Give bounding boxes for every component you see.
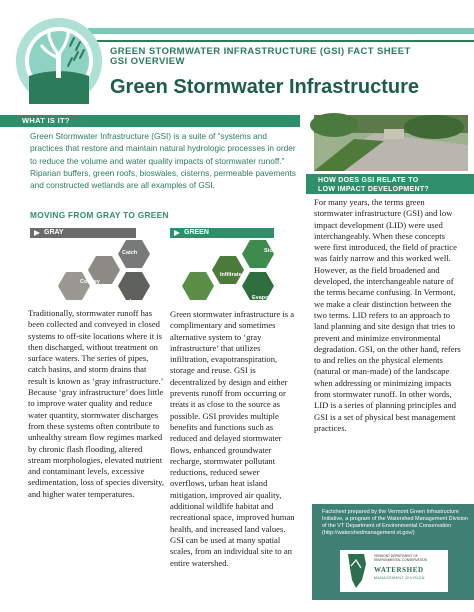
bioswale-photo [314,115,468,171]
vermont-map-icon [342,550,372,592]
management-division-text: MANAGEMENT DIVISION [374,576,425,580]
what-is-it-heading: WHAT IS IT? [0,115,300,127]
evapotranspire-label: Evapotranspire [252,295,293,301]
overview-kicker: GSI OVERVIEW [110,56,185,67]
catch-label: Catch [122,250,138,256]
discharge-label: Discharge [118,299,145,305]
convey-label: Convey [80,279,100,285]
gray-tag: GRAY [30,228,136,238]
fact-sheet-kicker: GREEN STORMWATER INFRASTRUCTURE (GSI) FACT SHEET [110,46,411,57]
green-tag: GREEN [170,228,274,238]
gsi-lid-text: For many years, the terms green stormwater infrastructure (GSI) and low impact development (LID) were used interchangeably. When these concepts were first introduced, the field of practice was fairly narrow and this worked well. However, as the field broadened and developed, the interchangeable nature of the terms became confusing. In Vermont, we make a clear distinction between the two terms. LID refers to an approach to land planning and site design that tries to prevent and minimize environmental degradation. GSI, on the other hand, refers to and relies on the physical elements (natural or man-made) of the landscape when addressing or minimizing impacts from stormwater runoff. In other words, LID is a series of planning principles and GSI is a set of physical best management practices. [314,197,461,433]
hex-discharge [118,272,150,300]
credit-text: Factsheet prepared by the Vermont Green Infrastructure Initiative, a program of the Watershed Management Division of the VT Department of Environmental Conservation (http://watershedmanagement.vt.gov/) [322,509,468,536]
vt-dec-text: VERMONT DEPARTMENT OF ENVIRONMENTAL CONSERVATION [374,554,427,562]
watershed-text: WATERSHED [374,566,424,574]
gray-green-hex-diagram [30,238,308,308]
gsi-logo [16,18,102,104]
infiltrate-label: Infiltrate [220,272,242,278]
header-accent-bar [88,28,474,34]
hex-green-extra [182,272,214,300]
relate-heading: HOW DOES GSI RELATE TO LOW IMPACT DEVELOPMENT? [306,174,474,194]
hex-infiltrate [212,256,244,284]
hex-gray-extra [58,272,90,300]
intro-paragraph: Green Stormwater Infrastructure (GSI) is a suite of “systems and practices that restore and maintain natural hydrologic processes in order to reduce the volume and water quality impacts of stormwater runoff.” Riparian buffers, green roofs, bioswales, cisterns, permeable pavements and constructed wetlands are all examples of GSI. [30,131,296,191]
green-infrastructure-text: Green stormwater infrastructure is a complimentary and sometimes alternative system to ‘gray infrastructure’ that utilizes infiltration, evapotranspiration, storage and reuse. GSI is decentralized by design and either prevents runoff from occurring or treats it as close to the source as possible. GSI provides multiple benefits and functions such as reduced and delayed stormwater flows, enhanced groundwater recharge, stormwater pollutant reductions, reduced sewer overflows, urban heat island mitigation, improved air quality, additional wildlife habitat and recreational space, improved human health, and increased land values. GSI can be used at many spatial scales, from an individual site to an entire watershed. [170,309,295,568]
moving-heading: MOVING FROM GRAY TO GREEN [30,210,169,220]
factsheet-credit-box [312,504,474,600]
tree-rain-icon [16,18,102,104]
hex-store [242,240,274,268]
watershed-management-logo [340,550,448,592]
store-reuse-label: Store and Reuse [264,248,308,254]
gray-infrastructure-text: Traditionally, stormwater runoff has been collected and conveyed in closed systems to off-site locations where it is then discharged, without treatment on surface waters. The series of pipes, catch basins, and storm drains that result is known as ‘gray infrastructure.’ Because ‘gray infrastructure’ does little to improve water quality and reduce water quantity, stormwater discharges from these systems often contribute to unhealthy stream flow regimes marked by chronic flash flooding, altered stream morphologies, elevated nutrient and contaminant levels, excessive sedimentation, loss of species diversity, and higher water temperatures. [28,308,164,499]
street-bioswale-image [314,115,468,171]
header-rule [96,40,474,42]
page-title: Green Stormwater Infrastructure [110,76,419,98]
